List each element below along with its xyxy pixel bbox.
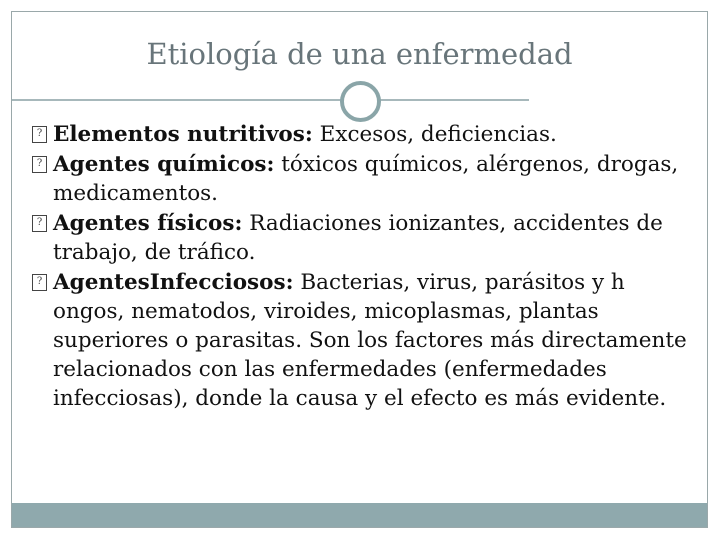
slide-title: Etiología de una enfermedad <box>146 37 573 71</box>
title-divider-left <box>12 99 342 101</box>
bullet-text: Bacterias, virus, parásitos y h ongos, nematodos, viroides, micoplasmas, plantas superiores o parasitas. Son los factores más directamente relacionados con las enfermedades (enfermedades infecciosas), donde la causa y el efecto es más evidente. <box>53 270 687 411</box>
bullet-item <box>14 209 699 267</box>
bullet-item <box>14 120 699 149</box>
bullet-box-icon: ? <box>32 156 47 173</box>
bullet-box-icon: ? <box>32 126 47 143</box>
bullet-list <box>14 120 699 414</box>
bullet-term: Agentes físicos: <box>53 211 243 236</box>
bullet-text: tóxicos químicos, alérgenos, drogas, medicamentos. <box>53 152 679 206</box>
bullet-text: Excesos, deficiencias. <box>312 122 557 147</box>
title-divider-right <box>377 99 529 101</box>
circle-ornament-icon <box>340 81 381 122</box>
bullet-term: AgentesInfecciosos: <box>53 270 294 295</box>
bullet-item <box>14 150 699 208</box>
footer-bar <box>12 503 707 527</box>
bullet-term: Agentes químicos: <box>53 152 275 177</box>
bullet-text: Radiaciones ionizantes, accidentes de trabajo, de tráfico. <box>53 211 663 265</box>
bullet-item <box>14 268 699 413</box>
bullet-box-icon: ? <box>32 215 47 232</box>
bullet-box-icon: ? <box>32 274 47 291</box>
bullet-term: Elementos nutritivos: <box>53 122 313 147</box>
